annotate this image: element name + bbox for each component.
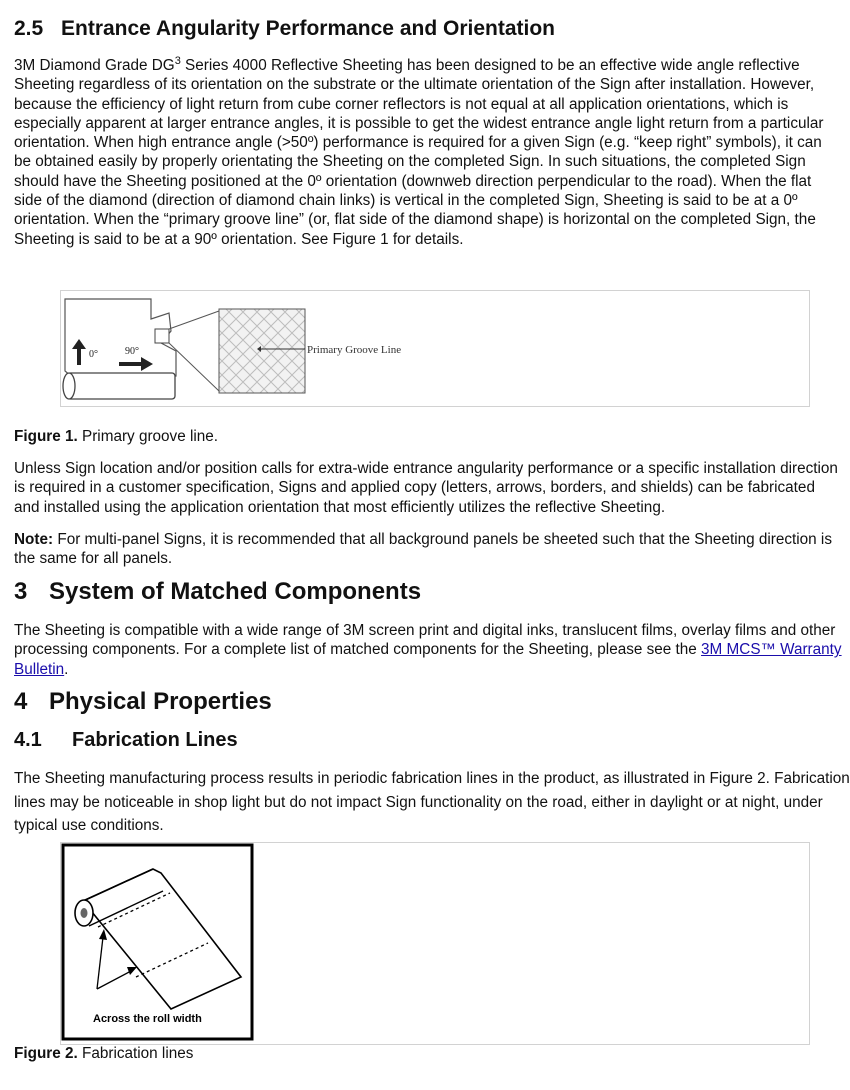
- caption-label: Figure 1.: [14, 428, 78, 445]
- section-number: 4.1: [14, 729, 42, 751]
- paragraph-text: .: [64, 660, 69, 678]
- section-title: Physical Properties: [49, 688, 272, 715]
- section-number: 2.5: [14, 17, 44, 40]
- paragraph-text: The Sheeting is compatible with a wide range of 3M screen print and digital inks, translucent films, overlay films and other processing components. For a complete list of matched components for the Sheeting, please see the: [14, 622, 836, 659]
- section-number: 4: [14, 688, 28, 715]
- section-title: System of Matched Components: [49, 578, 422, 605]
- paragraph-matched-components: [14, 621, 842, 679]
- figure-1-caption: [14, 427, 842, 446]
- section-heading-4-1: [14, 729, 238, 752]
- label-90-degrees: 90°: [125, 346, 139, 357]
- caption-text: Primary groove line.: [77, 428, 219, 445]
- paragraph-orientation: [14, 56, 842, 249]
- figure-2-illustration: [61, 843, 809, 1044]
- caption-text: Fabrication lines: [77, 1045, 194, 1062]
- note-label: Note:: [14, 531, 54, 548]
- across-roll-width-label: Across the roll width: [93, 1013, 202, 1025]
- note-text: For multi-panel Signs, it is recommended that all background panels be sheeted such that the Sheeting direction is the same for all panels.: [14, 531, 832, 568]
- paragraph-text: 3M Diamond Grade DG: [14, 57, 175, 74]
- figure-2-caption: [14, 1044, 842, 1063]
- paragraph-fabrication-lines: The Sheeting manufacturing process results in periodic fabrication lines in the product, as illustrated in Figure 2. Fabrication lines may be noticeable in shop light but do not impact Sign functionality on the road, either in daylight or at night, under typical use conditions.: [14, 770, 850, 834]
- figure-1-illustration: [61, 291, 809, 406]
- note-paragraph: [14, 530, 842, 569]
- section-title: Entrance Angularity Performance and Orientation: [61, 17, 555, 40]
- figure-1-primary-groove-line: [60, 290, 810, 407]
- section-heading-3: [14, 578, 421, 606]
- paragraph-text: Series 4000 Reflective Sheeting has been designed to be an effective wide angle reflective Sheeting regardless of its orientation on the substrate or the ultimate orientation of the Sign after installation. However, because the efficiency of light return from cube corner reflectors is not equal at all application orientations, which is especially apparent at larger entrance angles, it is possible to get the widest entrance angle light return from a particular orientation. When high entrance angle (>50º) performance is required for a given Sign (e.g. “keep right” symbols), it can be obtained easily by properly orientating the Sheeting on the completed Sign. In such situations, the completed Sign should have the Sheeting positioned at the 0º orientation (downweb direction perpendicular to the road). When the flat side of the diamond (direction of diamond chain links) is vertical in the completed Sign, Sheeting is said to be at a 0º orientation. When the “primary groove line” (or, flat side of the diamond shape) is horizontal on the completed Sign, the Sheeting is said to be at a 90º orientation. See Figure 1 for details.: [14, 57, 824, 248]
- figure-2-fabrication-lines: [60, 842, 810, 1045]
- section-heading-2-5: [14, 17, 555, 41]
- section-title: Fabrication Lines: [72, 729, 238, 751]
- paragraph-application-orientation: Unless Sign location and/or position calls for extra-wide entrance angularity performance or a specific installation direction is required in a customer specification, Signs and applied copy (letters, arrows, borders, and shields) can be fabricated and installed using the application orientation that most efficiently utilizes the reflective Sheeting.: [14, 460, 838, 516]
- label-0-degrees: 0°: [89, 349, 98, 360]
- primary-groove-line-label: Primary Groove Line: [307, 344, 402, 356]
- section-number: 3: [14, 578, 28, 605]
- section-heading-4: [14, 688, 272, 716]
- caption-label: Figure 2.: [14, 1045, 78, 1062]
- warranty-bulletin-link[interactable]: 3M MCS™ Warranty Bulletin: [14, 641, 842, 678]
- superscript: 3: [174, 55, 181, 67]
